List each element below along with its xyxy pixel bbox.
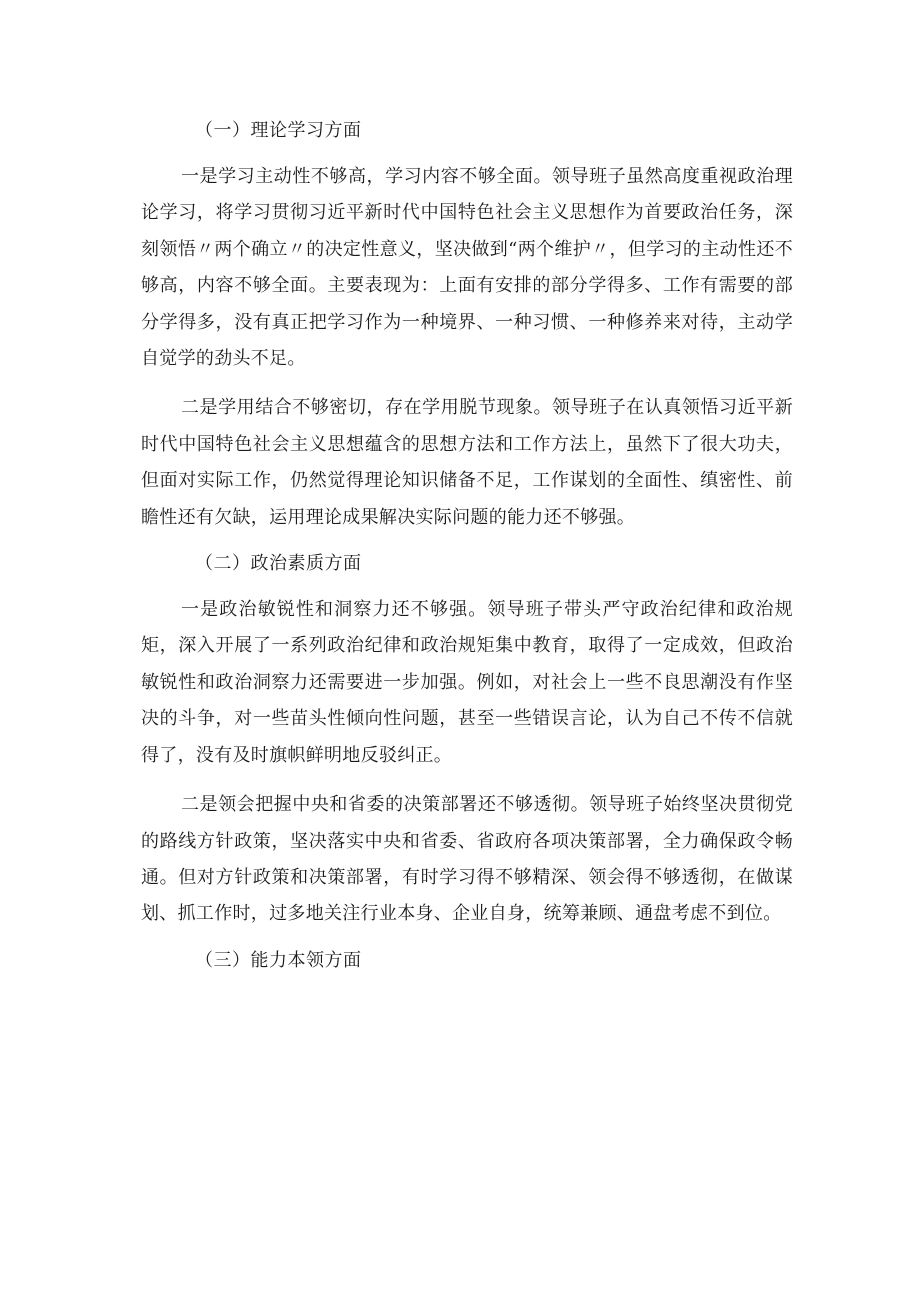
paragraph-1-1: 一是学习主动性不够高，学习内容不够全面。领导班子虽然高度重视政治理论学习，将学习贯彻习近平新时代中国特色社会主义思想作为首要政治任务，深刻领悟〃两个确立〃的决定性意义，坚决做到“两个维护〃，但学习的主动性还不够高，内容不够全面。主要表现为：上面有安排的部分学得多、工作有需要的部分学得多，没有真正把学习作为一种境界、一种习惯、一种修养来对待，主动学自觉学的劲头不足。 xyxy=(141,166,793,370)
paragraph-2-2: 二是领会把握中央和省委的决策部署还不够透彻。领导班子始终坚决贯彻党的路线方针政策，坚决落实中央和省委、省政府各项决策部署，全力确保政令畅通。但对方针政策和决策部署，有时学习得不够精深、领会得不够透彻，在做谋划、抓工作时，过多地关注行业本身、企业自身，统筹兼顾、通盘考虑不到位。 xyxy=(141,794,793,925)
document-body xyxy=(141,116,793,989)
section-heading-1: （一）理论学习方面 xyxy=(195,120,362,141)
section-heading-3: （三）能力本领方面 xyxy=(195,949,362,971)
paragraph-2-1: 一是政治敏锐性和洞察力还不够强。领导班子带头严守政治纪律和政治规矩，深入开展了一系列政治纪律和政治规矩集中教育，取得了一定成效，但政治敏锐性和政治洞察力还需要进一步加强。例如，对社会上一些不良思潮没有作坚决的斗争，对一些苗头性倾向性问题，甚至一些错误言论，认为自己不传不信就得了，没有及时旗帜鲜明地反驳纠正。 xyxy=(141,599,793,766)
paragraph-1-2: 二是学用结合不够密切，存在学用脱节现象。领导班子在认真领悟习近平新时代中国特色社会主义思想蕴含的思想方法和工作方法上，虽然下了很大功夫，但面对实际工作，仍然觉得理论知识储备不足，工作谋划的全面性、缜密性、前瞻性还有欠缺，运用理论成果解决实际问题的能力还不够强。 xyxy=(141,397,793,528)
section-heading-2: （二）政治素质方面 xyxy=(195,553,362,575)
